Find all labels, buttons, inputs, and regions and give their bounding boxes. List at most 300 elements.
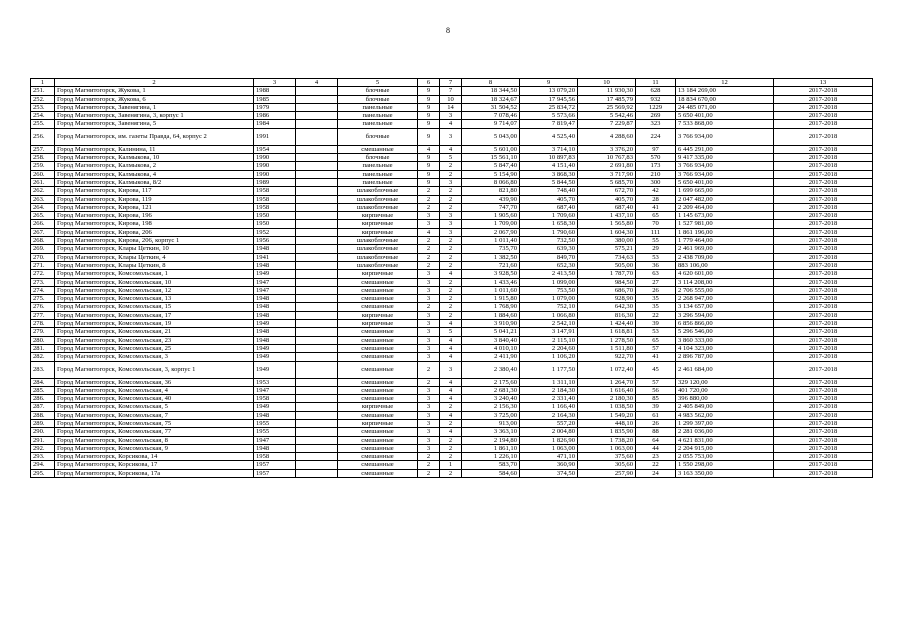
table-cell: 289. bbox=[31, 419, 55, 427]
table-cell: 42 bbox=[636, 187, 676, 195]
table-cell: 734,63 bbox=[578, 253, 636, 261]
table-cell: кирпичные bbox=[338, 270, 418, 278]
table-cell: 2 209 464,00 bbox=[676, 203, 774, 211]
table-cell: 2017-2018 bbox=[774, 154, 873, 162]
table-cell: 2 bbox=[418, 461, 440, 469]
table-cell: 25 834,72 bbox=[520, 103, 578, 111]
table-cell: 7 533 868,00 bbox=[676, 120, 774, 128]
table-row bbox=[31, 295, 873, 303]
table-cell: 3 bbox=[418, 328, 440, 336]
table-cell: Город Магнитогорск, Комсомольская, 7 bbox=[55, 411, 254, 419]
table-cell: 22 bbox=[636, 461, 676, 469]
table-cell: 687,40 bbox=[520, 203, 578, 211]
table-cell: 1 226,10 bbox=[462, 453, 520, 461]
column-header: 11 bbox=[636, 79, 676, 87]
table-row bbox=[31, 436, 873, 444]
table-cell: 9 bbox=[418, 128, 440, 145]
table-cell: 1 616,40 bbox=[578, 386, 636, 394]
table-cell: 439,90 bbox=[462, 195, 520, 203]
table-cell: 2017-2018 bbox=[774, 469, 873, 477]
table-cell bbox=[296, 212, 338, 220]
table-cell: 3 bbox=[418, 403, 440, 411]
table-cell: 1 063,00 bbox=[578, 444, 636, 452]
table-cell: 257. bbox=[31, 145, 55, 153]
table-cell: 3 bbox=[418, 220, 440, 228]
table-cell: 4 525,40 bbox=[520, 128, 578, 145]
table-cell: 2017-2018 bbox=[774, 187, 873, 195]
table-cell: 9 bbox=[418, 120, 440, 128]
table-cell: Город Магнитогорск, Корсикова, 17а bbox=[55, 469, 254, 477]
table-cell: 2017-2018 bbox=[774, 344, 873, 352]
table-cell: 253. bbox=[31, 103, 55, 111]
table-cell: 932 bbox=[636, 95, 676, 103]
table-cell bbox=[296, 195, 338, 203]
table-cell: 5 847,40 bbox=[462, 162, 520, 170]
table-cell: 261. bbox=[31, 178, 55, 186]
table-cell: 2 438 709,00 bbox=[676, 253, 774, 261]
table-cell: 3 bbox=[418, 428, 440, 436]
table-cell: 575,21 bbox=[578, 245, 636, 253]
table-cell: 1948 bbox=[254, 328, 296, 336]
table-row bbox=[31, 162, 873, 170]
table-cell: 2 bbox=[418, 303, 440, 311]
table-cell: 2 bbox=[418, 469, 440, 477]
table-row bbox=[31, 311, 873, 319]
table-cell: 4 bbox=[440, 270, 462, 278]
table-cell: 9 bbox=[418, 178, 440, 186]
table-cell: 2 175,60 bbox=[462, 378, 520, 386]
table-cell: 3 bbox=[418, 320, 440, 328]
table-cell: кирпичные bbox=[338, 403, 418, 411]
page-number: 8 bbox=[446, 26, 450, 35]
table-cell: 27 bbox=[636, 278, 676, 286]
table-cell bbox=[296, 128, 338, 145]
table-cell: 752,10 bbox=[520, 303, 578, 311]
table-cell: 64 bbox=[636, 436, 676, 444]
table-cell: 1 861,10 bbox=[462, 444, 520, 452]
table-cell: 1 433,46 bbox=[462, 278, 520, 286]
table-row bbox=[31, 120, 873, 128]
table-cell: 294. bbox=[31, 461, 55, 469]
table-cell: 26 bbox=[636, 286, 676, 294]
table-cell: 4 bbox=[418, 228, 440, 236]
table-cell: 1 826,90 bbox=[520, 436, 578, 444]
table-cell: 270. bbox=[31, 253, 55, 261]
table-cell: 4 bbox=[418, 145, 440, 153]
table-cell: 3 114 208,00 bbox=[676, 278, 774, 286]
table-cell: Город Магнитогорск, им. газеты Правда, 64, корпус 2 bbox=[55, 128, 254, 145]
table-cell: кирпичные bbox=[338, 311, 418, 319]
table-cell: 1958 bbox=[254, 203, 296, 211]
table-cell bbox=[296, 328, 338, 336]
table-cell: панельные bbox=[338, 170, 418, 178]
table-cell: 2 bbox=[440, 469, 462, 477]
table-cell: 4 bbox=[440, 428, 462, 436]
table-cell: 4 bbox=[440, 353, 462, 361]
table-cell: 7 078,46 bbox=[462, 112, 520, 120]
column-header: 3 bbox=[254, 79, 296, 87]
table-cell: 266. bbox=[31, 220, 55, 228]
table-cell: 3 240,40 bbox=[462, 395, 520, 403]
table-cell: 2017-2018 bbox=[774, 436, 873, 444]
table-cell bbox=[296, 103, 338, 111]
table-cell: панельные bbox=[338, 103, 418, 111]
table-cell: Город Магнитогорск, Комсомольская, 25 bbox=[55, 344, 254, 352]
table-cell: 1 437,10 bbox=[578, 212, 636, 220]
table-cell: шлакоблочные bbox=[338, 245, 418, 253]
table-cell: 285. bbox=[31, 386, 55, 394]
table-cell: 2 047 482,00 bbox=[676, 195, 774, 203]
table-cell: 263. bbox=[31, 195, 55, 203]
table-cell: 300 bbox=[636, 178, 676, 186]
table-cell: 288. bbox=[31, 411, 55, 419]
table-cell: 9 bbox=[418, 162, 440, 170]
table-cell: 1 099,00 bbox=[520, 278, 578, 286]
table-cell: 2 067,90 bbox=[462, 228, 520, 236]
table-cell: кирпичные bbox=[338, 419, 418, 427]
table-cell: 2 bbox=[440, 170, 462, 178]
table-cell: 2017-2018 bbox=[774, 112, 873, 120]
table-cell: 277. bbox=[31, 311, 55, 319]
table-cell: Город Магнитогорск, Клары Цеткин, 8 bbox=[55, 261, 254, 269]
table-cell: 2 bbox=[418, 253, 440, 261]
table-cell: панельные bbox=[338, 162, 418, 170]
table-cell bbox=[296, 261, 338, 269]
table-cell: 1948 bbox=[254, 444, 296, 452]
table-cell: 2017-2018 bbox=[774, 453, 873, 461]
table-cell: 55 bbox=[636, 237, 676, 245]
table-cell: 269. bbox=[31, 245, 55, 253]
table-cell: 1 861 196,00 bbox=[676, 228, 774, 236]
table-cell: 3 296 594,00 bbox=[676, 311, 774, 319]
table-cell: 360,90 bbox=[520, 461, 578, 469]
table-cell: Город Магнитогорск, Комсомольская, 21 bbox=[55, 328, 254, 336]
table-cell: 1958 bbox=[254, 195, 296, 203]
table-cell: 39 bbox=[636, 320, 676, 328]
table-cell: 2017-2018 bbox=[774, 195, 873, 203]
table-cell: 1 063,00 bbox=[520, 444, 578, 452]
table-row bbox=[31, 286, 873, 294]
table-cell: 224 bbox=[636, 128, 676, 145]
table-row bbox=[31, 278, 873, 286]
table-cell: 2017-2018 bbox=[774, 461, 873, 469]
table-cell bbox=[296, 461, 338, 469]
table-cell: 1 549,20 bbox=[578, 411, 636, 419]
table-cell: смешанные bbox=[338, 295, 418, 303]
table-cell: 26 bbox=[636, 419, 676, 427]
table-row bbox=[31, 378, 873, 386]
table-cell bbox=[296, 303, 338, 311]
table-cell: 2 bbox=[440, 195, 462, 203]
table-cell: 1947 bbox=[254, 436, 296, 444]
table-cell: 1 299 397,00 bbox=[676, 419, 774, 427]
table-cell: 278. bbox=[31, 320, 55, 328]
table-cell: 2 184,30 bbox=[520, 386, 578, 394]
table-cell: 2017-2018 bbox=[774, 361, 873, 378]
table-cell bbox=[296, 353, 338, 361]
table-cell: 1947 bbox=[254, 386, 296, 394]
table-cell: 1948 bbox=[254, 336, 296, 344]
table-row bbox=[31, 128, 873, 145]
table-cell: 1948 bbox=[254, 411, 296, 419]
table-cell: 753,50 bbox=[520, 286, 578, 294]
table-cell: 5 542,46 bbox=[578, 112, 636, 120]
table-cell: 279. bbox=[31, 328, 55, 336]
table-row bbox=[31, 95, 873, 103]
table-cell: 3 bbox=[440, 212, 462, 220]
table-cell: 3 725,00 bbox=[462, 411, 520, 419]
table-cell: 1 072,40 bbox=[578, 361, 636, 378]
table-cell: 1 884,60 bbox=[462, 311, 520, 319]
table-cell: 1990 bbox=[254, 154, 296, 162]
table-cell: 3 840,40 bbox=[462, 336, 520, 344]
table-cell: 883 106,00 bbox=[676, 261, 774, 269]
table-cell: 687,40 bbox=[578, 203, 636, 211]
table-cell: 642,30 bbox=[578, 303, 636, 311]
table-cell: 448,10 bbox=[578, 419, 636, 427]
table-cell: 18 834 670,00 bbox=[676, 95, 774, 103]
table-cell: 3 bbox=[418, 386, 440, 394]
table-cell: 405,70 bbox=[520, 195, 578, 203]
table-cell bbox=[296, 237, 338, 245]
table-row bbox=[31, 403, 873, 411]
table-cell: 2 bbox=[440, 303, 462, 311]
table-cell: 10 897,83 bbox=[520, 154, 578, 162]
table-cell: Город Магнитогорск, Комсомольская, 3, корпус 1 bbox=[55, 361, 254, 378]
table-cell: 1 768,90 bbox=[462, 303, 520, 311]
table-cell: блочные bbox=[338, 95, 418, 103]
table-cell: 252. bbox=[31, 95, 55, 103]
table-cell: 3 bbox=[418, 286, 440, 294]
table-row bbox=[31, 453, 873, 461]
table-cell: 57 bbox=[636, 378, 676, 386]
table-cell: Город Магнитогорск, Кирова, 196 bbox=[55, 212, 254, 220]
table-cell: Город Магнитогорск, Калмыкова, 2 bbox=[55, 162, 254, 170]
table-row bbox=[31, 154, 873, 162]
table-cell: 4 bbox=[440, 378, 462, 386]
table-cell: 401 720,00 bbox=[676, 386, 774, 394]
table-cell: 471,10 bbox=[520, 453, 578, 461]
table-cell bbox=[296, 411, 338, 419]
table-cell: 2017-2018 bbox=[774, 103, 873, 111]
table-cell: 274. bbox=[31, 286, 55, 294]
table-cell: 2 bbox=[440, 162, 462, 170]
column-header: 5 bbox=[338, 79, 418, 87]
table-cell: Город Магнитогорск, Комсомольская, 75 bbox=[55, 419, 254, 427]
table-cell: 1955 bbox=[254, 419, 296, 427]
table-cell: 173 bbox=[636, 162, 676, 170]
table-cell: Город Магнитогорск, Кирова, 117 bbox=[55, 187, 254, 195]
table-cell: 2 bbox=[418, 203, 440, 211]
table-cell: 1 382,50 bbox=[462, 253, 520, 261]
table-cell: шлакоблочные bbox=[338, 203, 418, 211]
table-cell: 1956 bbox=[254, 237, 296, 245]
table-cell: 3 bbox=[440, 220, 462, 228]
table-cell: 271. bbox=[31, 261, 55, 269]
table-cell: Город Магнитогорск, Калмыкова, 10 bbox=[55, 154, 254, 162]
table-cell: 1 699 665,00 bbox=[676, 187, 774, 195]
table-cell: 2017-2018 bbox=[774, 245, 873, 253]
table-cell: 1 658,30 bbox=[520, 220, 578, 228]
table-cell: 2 bbox=[418, 261, 440, 269]
table-cell: 2 004,80 bbox=[520, 428, 578, 436]
table-cell: 45 bbox=[636, 361, 676, 378]
table-cell: 2017-2018 bbox=[774, 120, 873, 128]
table-row bbox=[31, 203, 873, 211]
table-row bbox=[31, 344, 873, 352]
table-cell bbox=[296, 436, 338, 444]
table-cell bbox=[296, 311, 338, 319]
table-cell: смешанные bbox=[338, 278, 418, 286]
table-cell: 35 bbox=[636, 295, 676, 303]
table-cell: 1 011,40 bbox=[462, 237, 520, 245]
table-cell: панельные bbox=[338, 112, 418, 120]
table-cell: 1 738,20 bbox=[578, 436, 636, 444]
housing-register-table bbox=[30, 78, 873, 478]
table-cell: 1947 bbox=[254, 286, 296, 294]
table-cell: 290. bbox=[31, 428, 55, 436]
table-cell: 2 bbox=[440, 187, 462, 195]
table-row bbox=[31, 228, 873, 236]
table-cell: 3 bbox=[418, 336, 440, 344]
table-cell: 1991 bbox=[254, 128, 296, 145]
table-cell: 732,50 bbox=[520, 237, 578, 245]
table-cell bbox=[296, 361, 338, 378]
table-cell: 1 790,60 bbox=[520, 228, 578, 236]
table-cell: смешанные bbox=[338, 344, 418, 352]
table-cell bbox=[296, 228, 338, 236]
table-cell bbox=[296, 378, 338, 386]
table-cell: 672,70 bbox=[578, 187, 636, 195]
table-cell bbox=[296, 386, 338, 394]
table-cell: 5 043,00 bbox=[462, 128, 520, 145]
table-cell: 1 424,40 bbox=[578, 320, 636, 328]
table-cell bbox=[296, 419, 338, 427]
table-cell: 35 bbox=[636, 303, 676, 311]
table-cell: 2 461 684,00 bbox=[676, 361, 774, 378]
table-row bbox=[31, 237, 873, 245]
table-cell: Город Магнитогорск, Комсомольская, 13 bbox=[55, 295, 254, 303]
table-row bbox=[31, 178, 873, 186]
table-cell: 262. bbox=[31, 187, 55, 195]
table-cell: 3 bbox=[418, 270, 440, 278]
table-cell: 1985 bbox=[254, 95, 296, 103]
table-cell: 2017-2018 bbox=[774, 95, 873, 103]
table-cell: Город Магнитогорск, Кирова, 198 bbox=[55, 220, 254, 228]
table-cell bbox=[296, 95, 338, 103]
table-cell: 44 bbox=[636, 444, 676, 452]
table-cell: 3 bbox=[418, 395, 440, 403]
table-cell: Город Магнитогорск, Комсомольская, 5 bbox=[55, 403, 254, 411]
table-cell: 2 413,50 bbox=[520, 270, 578, 278]
table-cell bbox=[296, 253, 338, 261]
table-cell: Город Магнитогорск, Комсомольская, 77 bbox=[55, 428, 254, 436]
table-cell: 1 264,70 bbox=[578, 378, 636, 386]
table-cell: 3 147,91 bbox=[520, 328, 578, 336]
table-cell: смешанные bbox=[338, 436, 418, 444]
table-cell: 1 709,60 bbox=[520, 212, 578, 220]
table-cell: 1 278,50 bbox=[578, 336, 636, 344]
table-cell: 1957 bbox=[254, 461, 296, 469]
table-cell: 85 bbox=[636, 395, 676, 403]
table-cell: 2017-2018 bbox=[774, 278, 873, 286]
table-cell: 210 bbox=[636, 170, 676, 178]
table-cell: 2 681,30 bbox=[462, 386, 520, 394]
table-cell: 2 896 787,00 bbox=[676, 353, 774, 361]
table-cell bbox=[296, 344, 338, 352]
table-cell: Город Магнитогорск, Комсомольская, 17 bbox=[55, 311, 254, 319]
table-row bbox=[31, 419, 873, 427]
table-cell: 2017-2018 bbox=[774, 162, 873, 170]
table-cell: 9 bbox=[418, 103, 440, 111]
table-cell: 1 166,40 bbox=[520, 403, 578, 411]
table-row bbox=[31, 112, 873, 120]
table-cell: шлакоблочные bbox=[338, 253, 418, 261]
table-cell: Город Магнитогорск, Кирова, 206 bbox=[55, 228, 254, 236]
table-cell: Город Магнитогорск, Завенягина, 3, корпус 1 bbox=[55, 112, 254, 120]
table-cell bbox=[296, 469, 338, 477]
table-cell: 9 bbox=[418, 95, 440, 103]
table-cell: 3 bbox=[418, 212, 440, 220]
table-cell: 2 bbox=[440, 403, 462, 411]
table-cell: 2017-2018 bbox=[774, 228, 873, 236]
table-cell: 3 910,90 bbox=[462, 320, 520, 328]
table-cell: 2017-2018 bbox=[774, 386, 873, 394]
table-cell bbox=[296, 178, 338, 186]
table-cell: 22 bbox=[636, 311, 676, 319]
table-cell: 583,70 bbox=[462, 461, 520, 469]
table-cell: 2017-2018 bbox=[774, 378, 873, 386]
table-cell: Город Магнитогорск, Жукова, 1 bbox=[55, 87, 254, 95]
table-cell: 2017-2018 bbox=[774, 303, 873, 311]
table-cell: 3 bbox=[418, 311, 440, 319]
table-cell: смешанные bbox=[338, 353, 418, 361]
table-cell: 3 bbox=[418, 344, 440, 352]
table-cell: 2 bbox=[440, 444, 462, 452]
table-cell: 3 868,30 bbox=[520, 170, 578, 178]
table-cell: 3 bbox=[440, 228, 462, 236]
table-cell: 36 bbox=[636, 261, 676, 269]
table-cell: 264. bbox=[31, 203, 55, 211]
table-cell: Город Магнитогорск, Комсомольская, 4 bbox=[55, 386, 254, 394]
table-cell: 13 184 269,00 bbox=[676, 87, 774, 95]
table-cell: 849,70 bbox=[520, 253, 578, 261]
table-cell: 1 905,60 bbox=[462, 212, 520, 220]
table-cell: 9 bbox=[418, 87, 440, 95]
table-cell bbox=[296, 270, 338, 278]
table-cell bbox=[296, 428, 338, 436]
table-cell: 273. bbox=[31, 278, 55, 286]
table-cell: 2 bbox=[440, 203, 462, 211]
table-cell: 1941 bbox=[254, 253, 296, 261]
table-cell: 39 bbox=[636, 403, 676, 411]
table-cell: 3 bbox=[418, 436, 440, 444]
table-cell: 1 bbox=[440, 461, 462, 469]
table-row bbox=[31, 212, 873, 220]
table-cell: 293. bbox=[31, 453, 55, 461]
table-cell bbox=[296, 453, 338, 461]
table-cell: 2 bbox=[440, 436, 462, 444]
table-cell: 984,50 bbox=[578, 278, 636, 286]
table-cell bbox=[296, 145, 338, 153]
table-row bbox=[31, 220, 873, 228]
table-cell: 2 706 555,00 bbox=[676, 286, 774, 294]
table-row bbox=[31, 195, 873, 203]
table-cell: 3 bbox=[418, 295, 440, 303]
table-cell: 272. bbox=[31, 270, 55, 278]
table-row bbox=[31, 336, 873, 344]
table-cell: 57 bbox=[636, 344, 676, 352]
